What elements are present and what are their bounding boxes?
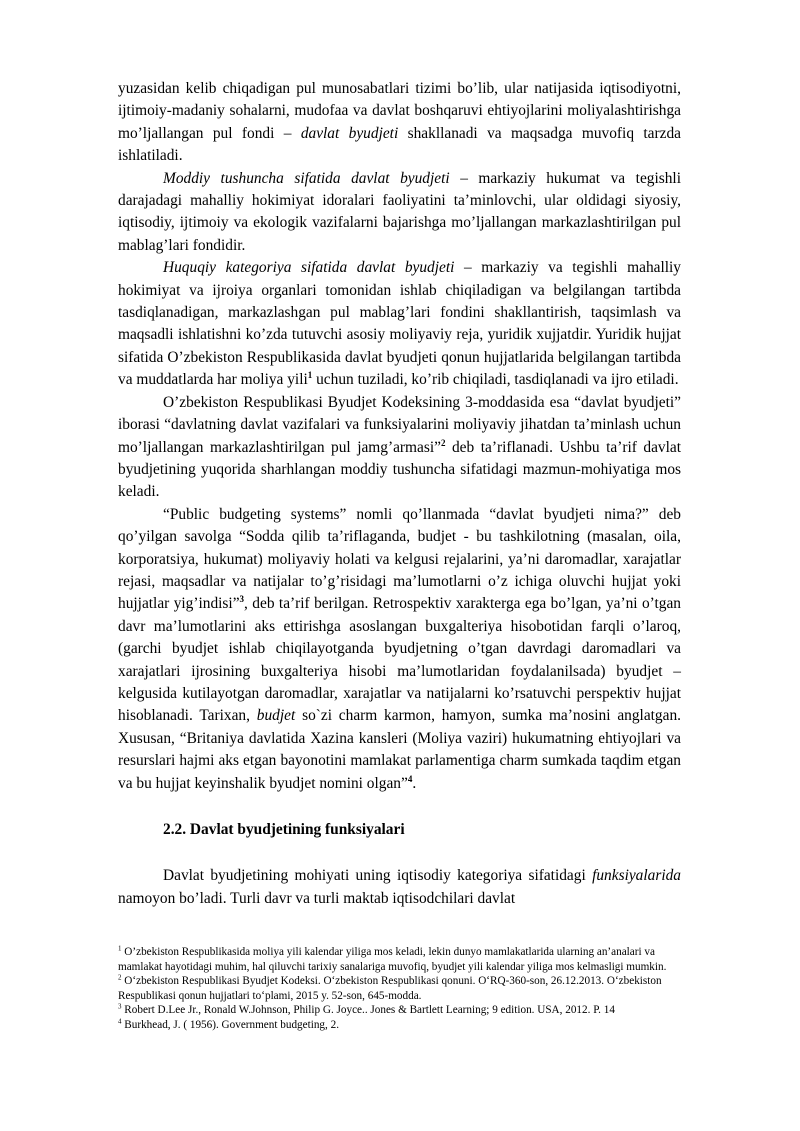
body-text [118, 78, 681, 910]
paragraph-6: Davlat byudjetining mohiyati uning iqtisodiy kategoriya sifatidagi funksiyalarida namoyon bo’ladi. Turli davr va turli maktab iqtisodchilari davlat [118, 867, 681, 907]
footnote-2: $^2$ O‘zbekiston Respublikasi Byudjet Kodeksi. O‘zbekiston Respublikasi qonuni. O‘RQ-360-son, 26.12.2013. O‘zbekiston Respublikasi qonun hujjatlari to‘plami, 2015 y. 52-son, 645-modda. [118, 973, 662, 1002]
footnote-4: $^4$ Burkhead, J. ( 1956). Government budgeting, 2. [118, 1017, 339, 1031]
footnote-ref-4: 4 [407, 773, 413, 784]
section-heading: 2.2. Davlat byudjetining funksiyalari [163, 821, 405, 838]
footnote-1: $^1$ O’zbekiston Respublikasida moliya yili kalendar yiliga mos keladi, lekin dunyo mamlakatlarida ularning an’analari va mamlakat hayotidagi muhim, hal qiluvchi tarixiy sanalariga muvofiq, byudjet yili kalendar yiliga mos kelmasligi mumkin. [118, 944, 667, 973]
paragraph-5: “Public budgeting systems” nomli qo’llanmada “davlat byudjeti nima?” deb qo’yilgan savolga “Sodda qilib ta’riflaganda, budjet - bu tashkilotning (masalan, oila, korporatsiya, hukumat) moliyaviy holati va kelgusi rejalarini, ya’ni daromadlar, xarajatlar rejasi, maqsadlar va natijalar to’g’risidagi ma’lumotlarni o’z ichiga oluvchi hujjat yoki hujjatlar yig’indisi”$^3$, deb ta’rif berilgan. Retrospektiv xarakterga ega bo’lgan, ya’ni o’tgan davr ma’lumotlarini aks ettirishga asoslangan buxgalteriya hisobotidan farqli o’laroq, (garchi byudjet ishlab chiqilayotganda byudjetning o’tgan davrdagi daromadlari va xarajatlari ijrosining buxgalteriya hisobi ma’lumotlaridan foydalanilsada) byudjet – kelgusida kutilayotgan daromadlar, xarajatlar va natijalarni ko’rsatuvchi perspektiv hujjat hisoblanadi. Tarixan, budjet so`zi charm karmon, hamyon, sumka ma’nosini anglatgan. Xususan, “Britaniya davlatida Xazina kansleri (Moliya vaziri) hukumatning ehtiyojlari va resurslari hajmi aks etgan bayonotini mamlakat parlamentiga charm sumkada taqdim etgan va bu hujjat keyinshalik byudjet nomini olgan”$^4$. [118, 505, 682, 792]
footnotes [118, 945, 681, 1033]
paragraph-1: yuzasidan kelib chiqadigan pul munosabatlari tizimi bo’lib, ular natijasida iqtisodiyotni, ijtimoiy-madaniy sohalarni, mudofaa va davlat boshqaruvi ehtiyojlarini moliyalashtirishga mo’ljallangan pul fondi – davlat byudjeti shakllanadi va maqsadga muvofiq tarzda ishlatiladi. [118, 80, 681, 165]
footnote-ref-2: 2 [440, 437, 446, 448]
paragraph-2: Moddiy tushuncha sifatida davlat byudjeti – markaziy hukumat va tegishli darajadagi mahalliy hokimiyat idoralari faoliyatini ta’minlovchi, ular oldidagi siyosiy, iqtisodiy, ijtimoiy va ekologik vazifalarni bajarishga mo’ljallangan markazlashtirilgan pul mablag’lari fondidir. [118, 169, 681, 254]
paragraph-4: O’zbekiston Respublikasi Byudjet Kodeksining 3-moddasida esa “davlat byudjeti” iborasi “davlatning davlat vazifalari va funksiyalarini moliyaviy jihatdan ta’minlash uchun mo’ljallangan markazlashtirilgan pul jamg’armasi”$^2$ deb ta’riflanadi. Ushbu ta’rif davlat byudjetining yuqorida sharhlangan moddiy tushuncha sifatidagi mazmun-mohiyatiga mos keladi. [118, 393, 682, 501]
footnote-3: $^3$ Robert D.Lee Jr., Ronald W.Johnson, Philip G. Joyce.. Jones & Bartlett Learning; 9 edition. USA, 2012. P. 14 [118, 1002, 615, 1017]
paragraph-3: Huquqiy kategoriya sifatida davlat byudjeti – markaziy va tegishli mahalliy hokimiyat va ijroiya organlari tomonidan ishlab chiqiladigan va belgilangan tartibda tasdiqlanadigan, markazlashgan pul mablag’lari fondini shakllantirish, taqsimlash va maqsadli ishlatishni ko’zda tutuvchi asosiy moliyaviy reja, yuridik xujjatdir. Yuridik hujjat sifatida O’zbekiston Respublikasida davlat byudjeti qonun hujjatlarida belgilangan tartibda va muddatlarda har moliya yili$^1$ uchun tuziladi, ko’rib chiqiladi, tasdiqlanadi va ijro etiladi. [118, 259, 681, 389]
footnote-ref-3: 3 [239, 594, 245, 605]
footnote-ref-1: 1 [307, 370, 313, 381]
